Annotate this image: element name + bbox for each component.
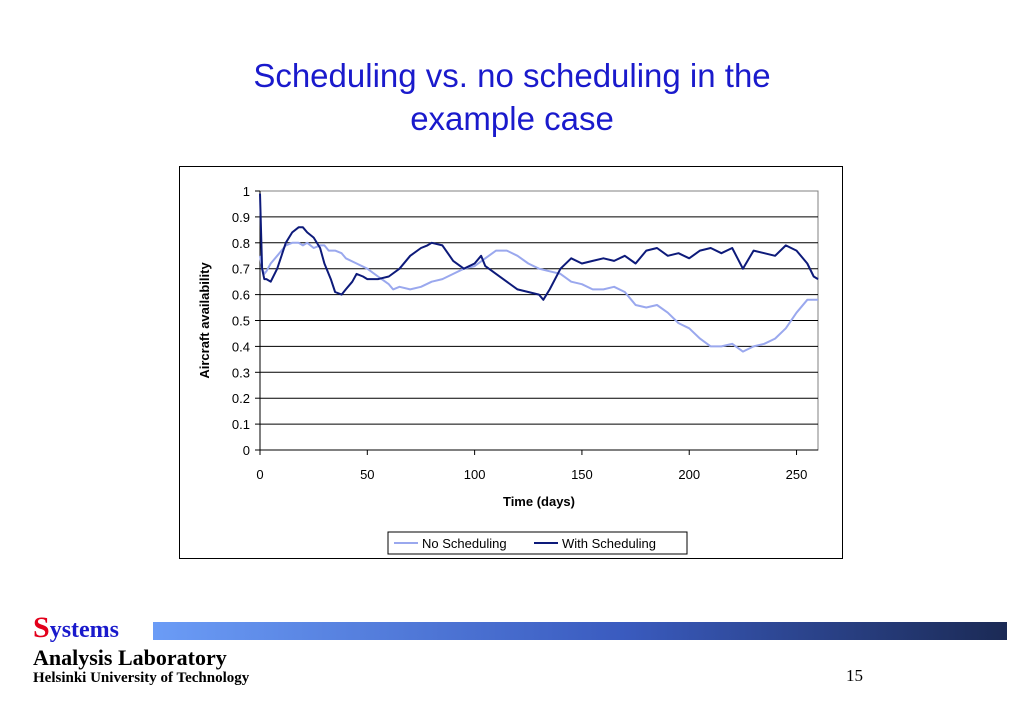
- y-tick-label: 0.7: [231, 261, 250, 277]
- y-tick-label: 0.4: [231, 339, 250, 355]
- y-tick-label: 0.6: [231, 287, 250, 303]
- y-axis-label: Aircraft availability: [197, 262, 212, 379]
- x-tick-label: 150: [571, 467, 593, 482]
- x-tick-label: 200: [678, 467, 701, 482]
- x-tick-label: 100: [463, 467, 486, 482]
- legend-label-with-scheduling: With Scheduling: [562, 536, 656, 551]
- y-tick-label: 0.5: [231, 313, 250, 329]
- slide-title-line-2: example case: [410, 100, 614, 137]
- systems-logo: [33, 613, 119, 643]
- y-tick-label: 0: [242, 443, 250, 458]
- logo-s-letter: S: [33, 611, 50, 644]
- availability-line-chart: [179, 166, 843, 559]
- x-tick-label: 0: [256, 467, 264, 482]
- slide-title-line-1: Scheduling vs. no scheduling in the: [253, 57, 771, 94]
- footer-gradient-bar: [153, 622, 1007, 640]
- y-tick-label: 0.3: [231, 365, 250, 381]
- x-tick-label: 50: [360, 467, 375, 482]
- slide-title: [0, 54, 1024, 140]
- legend-label-no-scheduling: No Scheduling: [422, 536, 507, 551]
- chart-legend: [388, 532, 687, 554]
- page-number: 15: [846, 666, 863, 685]
- y-tick-label: 1: [242, 184, 250, 199]
- university-name: Helsinki University of Technology: [33, 670, 250, 686]
- x-axis-label: Time (days): [502, 494, 576, 509]
- lab-name: Analysis Laboratory: [33, 645, 227, 670]
- x-tick-label: 250: [785, 467, 808, 482]
- y-tick-label: 0.1: [231, 417, 250, 433]
- y-tick-label: 0.8: [231, 235, 250, 251]
- y-tick-label: 0.9: [231, 209, 250, 225]
- logo-ystems-text: ystems: [49, 617, 120, 643]
- y-tick-label: 0.2: [231, 391, 250, 407]
